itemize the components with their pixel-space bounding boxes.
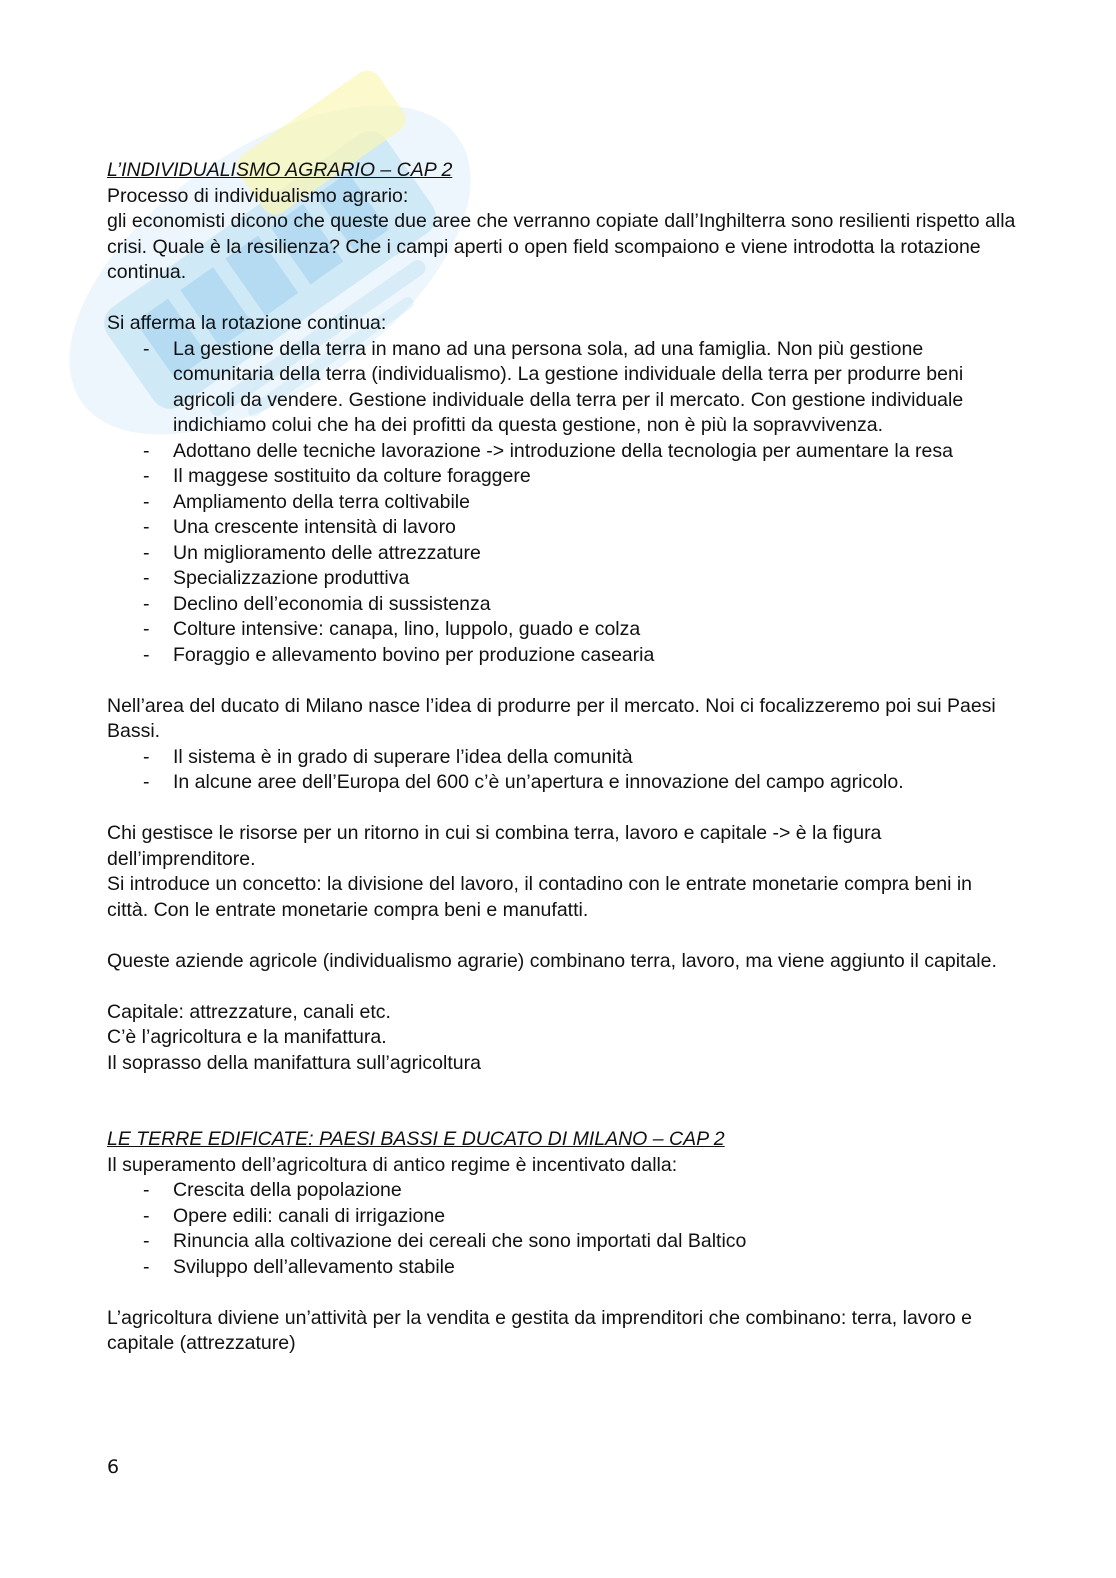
spacer <box>107 1076 1017 1127</box>
list-item: - Ampliamento della terra coltivabile <box>173 490 1017 516</box>
paragraph-capitale: Capitale: attrezzature, canali etc. <box>107 1000 391 1023</box>
spacer <box>107 668 1017 694</box>
list-item: - Opere edili: canali di irrigazione <box>173 1204 1017 1230</box>
list-item: - Foraggio e allevamento bovino per produzione casearia <box>173 643 1017 669</box>
list-item: - Il maggese sostituito da colture foraggere <box>173 464 1017 490</box>
paragraph-resilienza: gli economisti dicono che queste due aree che verranno copiate dall’Inghilterra sono resilienti rispetto alla crisi. Quale è la resilienza? Che i campi aperti o open field scompaiono e viene introdotta la rotazione continua. <box>107 210 1016 283</box>
paragraph-manifattura: C’è l’agricoltura e la manifattura. <box>107 1026 387 1048</box>
list-item: - Rinuncia alla coltivazione dei cereali che sono importati dal Baltico <box>173 1229 1017 1255</box>
paragraph-milano: Nell’area del ducato di Milano nasce l’idea di produrre per il mercato. Noi ci focalizzeremo poi sui Paesi Bassi. <box>107 694 996 742</box>
page-number: 6 <box>107 1456 120 1478</box>
list-item: - Crescita della popolazione <box>173 1178 1017 1204</box>
list-superamento <box>107 1178 1017 1280</box>
list-item: - La gestione della terra in mano ad una persona sola, ad una famiglia. Non più gestione comunitaria della terra (individualismo). La gestione individuale della terra per produrre beni agricoli da vendere. Gestione individuale della terra per il mercato. Con gestione individuale indichiamo colui che ha dei profitti da questa gestione, non è più la sopravvivenza. <box>173 337 1017 439</box>
paragraph-imprenditore: Chi gestisce le risorse per un ritorno in cui si combina terra, lavoro e capitale -> è la figura dell’imprenditore. <box>107 822 882 870</box>
section-heading-terre-edificate: LE TERRE EDIFICATE: PAESI BASSI E DUCATO DI MILANO – CAP 2 <box>107 1128 725 1150</box>
list-item: - Declino dell’economia di sussistenza <box>173 592 1017 618</box>
list-item: - Il sistema è in grado di superare l’idea della comunità <box>173 745 1017 771</box>
spacer <box>107 974 1017 1000</box>
list-item: - In alcune aree dell’Europa del 600 c’è un’apertura e innovazione del campo agricolo. <box>173 770 1017 796</box>
list-rotazione-continua <box>107 337 1017 669</box>
paragraph-soprasso: Il soprasso della manifattura sull’agricoltura <box>107 1051 481 1074</box>
document-body <box>107 158 1017 1357</box>
list-item: - Colture intensive: canapa, lino, luppolo, guado e colza <box>173 617 1017 643</box>
paragraph-line: Processo di individualismo agrario: <box>107 184 409 207</box>
list-item: - Un miglioramento delle attrezzature <box>173 541 1017 567</box>
list-milano <box>107 745 1017 796</box>
spacer <box>107 286 1017 312</box>
list-intro-rotazione: Si afferma la rotazione continua: <box>107 312 387 334</box>
list-item: - Sviluppo dell’allevamento stabile <box>173 1255 1017 1281</box>
section-heading-individualismo: L’INDIVIDUALISMO AGRARIO – CAP 2 <box>107 159 453 181</box>
list-item: - Adottano delle tecniche lavorazione -> introduzione della tecnologia per aumentare la resa <box>173 439 1017 465</box>
spacer <box>107 923 1017 949</box>
spacer <box>107 1280 1017 1306</box>
list-item: - Una crescente intensità di lavoro <box>173 515 1017 541</box>
paragraph-divisione-lavoro: Si introduce un concetto: la divisione del lavoro, il contadino con le entrate monetarie compra beni in città. Con le entrate monetarie compra beni e manufatti. <box>107 873 973 921</box>
paragraph-closing: L’agricoltura diviene un’attività per la vendita e gestita da imprenditori che combinano: terra, lavoro e capitale (attrezzature) <box>107 1306 972 1354</box>
paragraph-superamento: Il superamento dell’agricoltura di antico regime è incentivato dalla: <box>107 1153 678 1176</box>
list-item: - Specializzazione produttiva <box>173 566 1017 592</box>
paragraph-aziende: Queste aziende agricole (individualismo agrarie) combinano terra, lavoro, ma viene aggiunto il capitale. <box>107 949 997 972</box>
spacer <box>107 796 1017 822</box>
